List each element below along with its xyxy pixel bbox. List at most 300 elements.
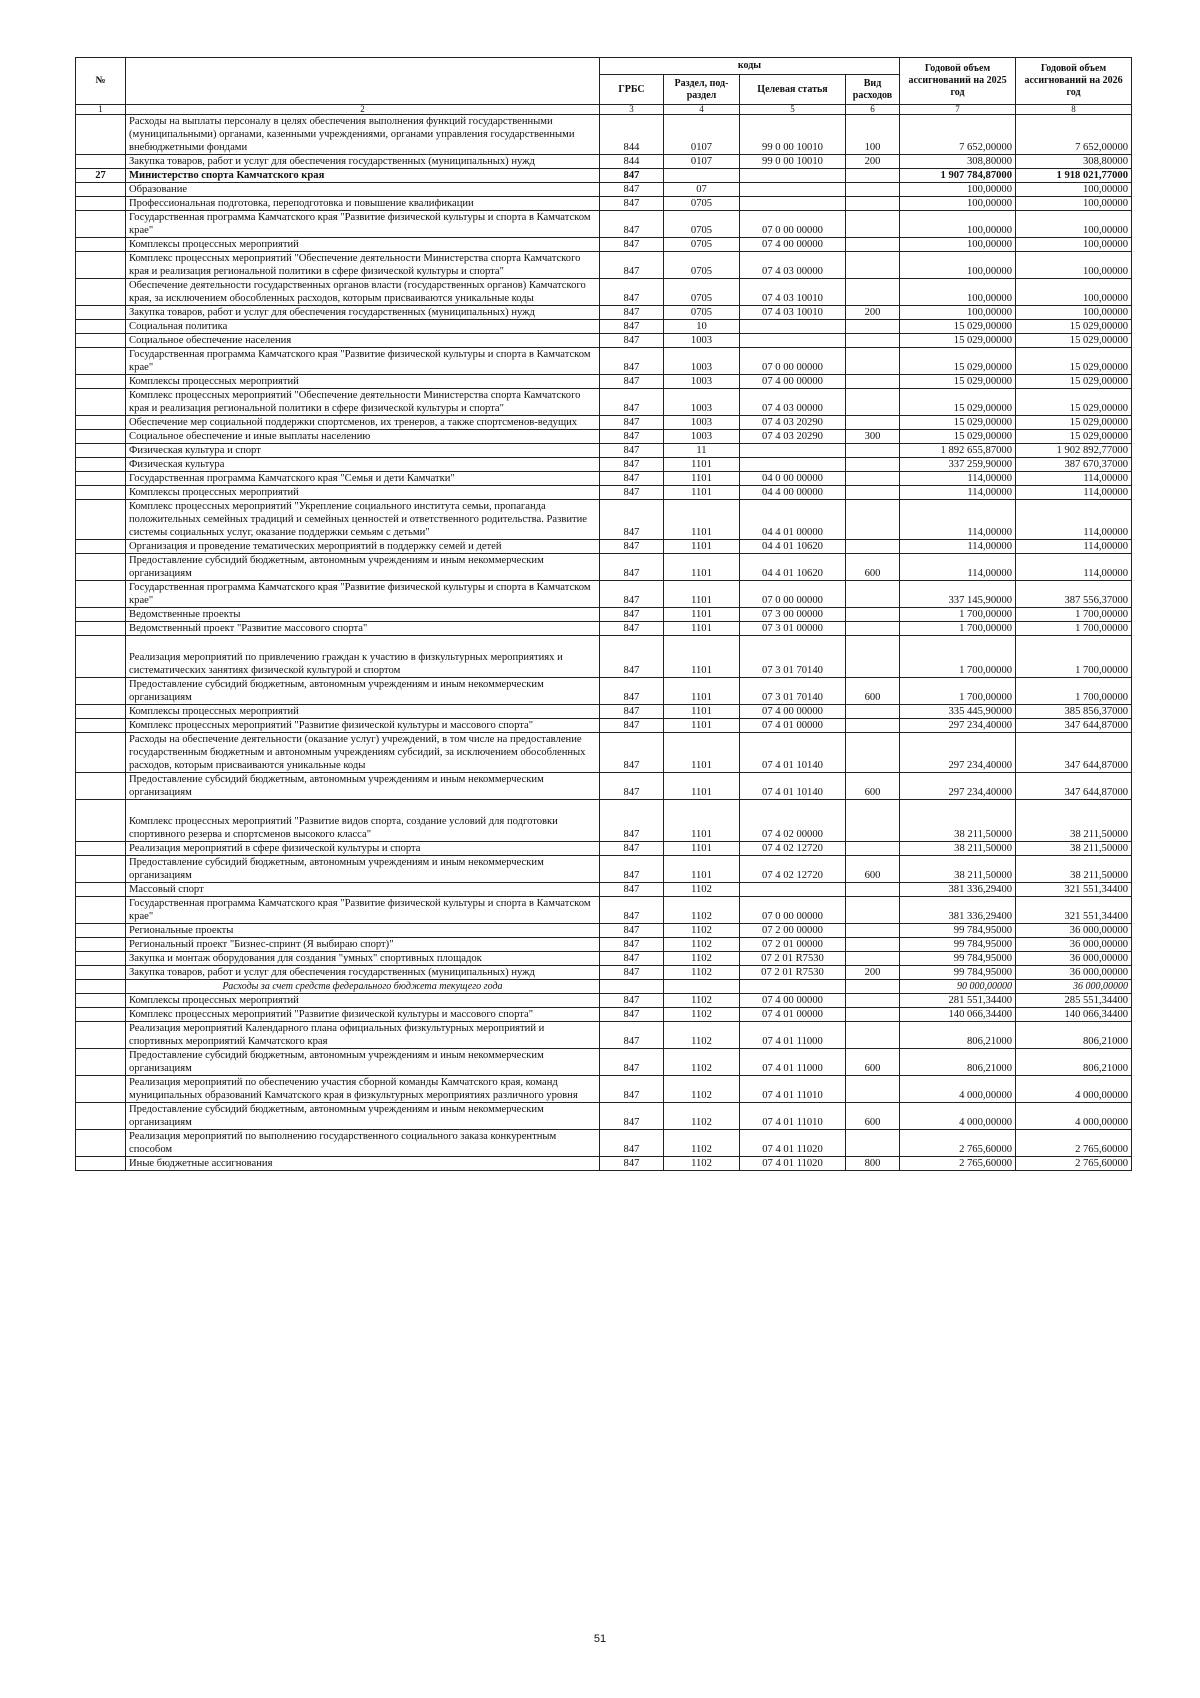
row-expense-type <box>846 252 900 279</box>
table-row <box>76 197 1132 211</box>
row-article: 07 4 01 11010 <box>740 1076 846 1103</box>
row-expense-type <box>846 719 900 733</box>
row-article: 07 0 00 00000 <box>740 581 846 608</box>
row-article: 07 0 00 00000 <box>740 897 846 924</box>
row-number <box>76 348 126 375</box>
row-section: 0705 <box>664 306 740 320</box>
row-article: 07 4 02 12720 <box>740 856 846 883</box>
row-allocation-2025: 100,00000 <box>900 238 1016 252</box>
table-row <box>76 636 1132 678</box>
row-allocation-2026: 321 551,34400 <box>1016 883 1132 897</box>
row-number <box>76 800 126 842</box>
row-expense-type <box>846 169 900 183</box>
row-name: Иные бюджетные ассигнования <box>126 1157 600 1171</box>
row-number <box>76 966 126 980</box>
row-name: Комплексы процессных мероприятий <box>126 705 600 719</box>
row-number <box>76 1103 126 1130</box>
row-expense-type: 200 <box>846 155 900 169</box>
row-number <box>76 430 126 444</box>
row-grbs: 847 <box>600 430 664 444</box>
table-row <box>76 348 1132 375</box>
row-article: 07 0 00 00000 <box>740 211 846 238</box>
row-allocation-2025: 100,00000 <box>900 183 1016 197</box>
row-article: 07 4 02 00000 <box>740 800 846 842</box>
row-allocation-2025: 335 445,90000 <box>900 705 1016 719</box>
table-row <box>76 622 1132 636</box>
row-allocation-2025: 99 784,95000 <box>900 924 1016 938</box>
row-name: Предоставление субсидий бюджетным, автономным учреждениям и иным некоммерческим организациям <box>126 554 600 581</box>
row-number <box>76 197 126 211</box>
row-grbs: 847 <box>600 334 664 348</box>
table-row <box>76 1130 1132 1157</box>
header-allocation-2025: Годовой объем ассигнований на 2025 год <box>900 58 1016 105</box>
row-number <box>76 1130 126 1157</box>
row-number <box>76 856 126 883</box>
row-allocation-2026: 1 700,00000 <box>1016 622 1132 636</box>
row-allocation-2026: 38 211,50000 <box>1016 856 1132 883</box>
row-allocation-2025: 100,00000 <box>900 211 1016 238</box>
row-article <box>740 183 846 197</box>
row-article: 07 4 01 00000 <box>740 719 846 733</box>
row-allocation-2026: 100,00000 <box>1016 183 1132 197</box>
row-section: 1102 <box>664 1076 740 1103</box>
row-allocation-2026: 15 029,00000 <box>1016 389 1132 416</box>
row-name: Предоставление субсидий бюджетным, автономным учреждениям и иным некоммерческим организациям <box>126 678 600 705</box>
row-name: Комплекс процессных мероприятий "Укрепление социального института семьи, пропаганда положительных семейных традиций и семейных ценностей и ответственного родительства. Развитие системы социальных услуг, оказание поддержки семьям с детьми" <box>126 500 600 540</box>
row-section: 1101 <box>664 581 740 608</box>
row-section: 1101 <box>664 500 740 540</box>
row-section: 07 <box>664 183 740 197</box>
row-name: Образование <box>126 183 600 197</box>
row-grbs: 847 <box>600 938 664 952</box>
row-allocation-2025: 100,00000 <box>900 279 1016 306</box>
row-section: 10 <box>664 320 740 334</box>
row-number <box>76 306 126 320</box>
row-section: 1102 <box>664 938 740 952</box>
row-number <box>76 897 126 924</box>
row-expense-type: 600 <box>846 1049 900 1076</box>
row-grbs: 847 <box>600 800 664 842</box>
row-grbs: 847 <box>600 1076 664 1103</box>
row-allocation-2026: 15 029,00000 <box>1016 348 1132 375</box>
row-allocation-2026: 4 000,00000 <box>1016 1076 1132 1103</box>
row-allocation-2025: 114,00000 <box>900 540 1016 554</box>
row-allocation-2026: 806,21000 <box>1016 1022 1132 1049</box>
table-row <box>76 842 1132 856</box>
row-name: Закупка товаров, работ и услуг для обеспечения государственных (муниципальных) нужд <box>126 966 600 980</box>
row-expense-type <box>846 994 900 1008</box>
row-article <box>740 980 846 994</box>
row-allocation-2025: 297 234,40000 <box>900 773 1016 800</box>
row-allocation-2026: 36 000,00000 <box>1016 952 1132 966</box>
row-grbs: 847 <box>600 458 664 472</box>
row-number <box>76 375 126 389</box>
table-row <box>76 486 1132 500</box>
row-grbs: 847 <box>600 279 664 306</box>
row-section: 0705 <box>664 238 740 252</box>
row-number <box>76 238 126 252</box>
table-row <box>76 733 1132 773</box>
row-allocation-2025: 99 784,95000 <box>900 938 1016 952</box>
row-allocation-2026: 806,21000 <box>1016 1049 1132 1076</box>
row-number <box>76 980 126 994</box>
row-expense-type: 200 <box>846 966 900 980</box>
row-section: 1003 <box>664 375 740 389</box>
row-grbs: 847 <box>600 320 664 334</box>
table-row <box>76 169 1132 183</box>
row-allocation-2025: 297 234,40000 <box>900 733 1016 773</box>
row-allocation-2026: 285 551,34400 <box>1016 994 1132 1008</box>
row-section: 1102 <box>664 897 740 924</box>
row-expense-type <box>846 622 900 636</box>
table-row <box>76 500 1132 540</box>
row-section: 1003 <box>664 389 740 416</box>
table-row <box>76 430 1132 444</box>
row-name: Закупка и монтаж оборудования для создания "умных" спортивных площадок <box>126 952 600 966</box>
row-number <box>76 994 126 1008</box>
row-section: 1101 <box>664 636 740 678</box>
row-section: 1101 <box>664 678 740 705</box>
row-allocation-2026: 100,00000 <box>1016 211 1132 238</box>
row-expense-type: 600 <box>846 678 900 705</box>
row-expense-type: 600 <box>846 773 900 800</box>
row-allocation-2025: 1 700,00000 <box>900 622 1016 636</box>
row-number <box>76 115 126 155</box>
table-row <box>76 211 1132 238</box>
header-allocation-2026: Годовой объем ассигнований на 2026 год <box>1016 58 1132 105</box>
row-article: 07 4 01 11020 <box>740 1157 846 1171</box>
row-article: 07 3 01 70140 <box>740 636 846 678</box>
row-allocation-2025: 90 000,00000 <box>900 980 1016 994</box>
row-article: 07 3 01 70140 <box>740 678 846 705</box>
row-section: 0107 <box>664 115 740 155</box>
row-article: 07 4 01 00000 <box>740 1008 846 1022</box>
row-name: Государственная программа Камчатского края "Семья и дети Камчатки" <box>126 472 600 486</box>
row-section: 0705 <box>664 197 740 211</box>
row-grbs: 847 <box>600 883 664 897</box>
row-name: Государственная программа Камчатского края "Развитие физической культуры и спорта в Камчатском крае" <box>126 897 600 924</box>
row-article: 07 3 00 00000 <box>740 608 846 622</box>
row-expense-type <box>846 211 900 238</box>
row-grbs: 847 <box>600 444 664 458</box>
row-allocation-2025: 100,00000 <box>900 197 1016 211</box>
row-number <box>76 608 126 622</box>
row-expense-type <box>846 705 900 719</box>
row-number <box>76 1049 126 1076</box>
table-row <box>76 306 1132 320</box>
row-expense-type <box>846 444 900 458</box>
row-name: Государственная программа Камчатского края "Развитие физической культуры и спорта в Камчатском крае" <box>126 581 600 608</box>
row-number <box>76 252 126 279</box>
row-name: Комплексы процессных мероприятий <box>126 238 600 252</box>
row-allocation-2025: 38 211,50000 <box>900 856 1016 883</box>
row-grbs: 847 <box>600 211 664 238</box>
table-row <box>76 966 1132 980</box>
row-article: 07 0 00 00000 <box>740 348 846 375</box>
table-row <box>76 389 1132 416</box>
row-name: Реализация мероприятий в сфере физической культуры и спорта <box>126 842 600 856</box>
row-section: 1101 <box>664 842 740 856</box>
column-number: 6 <box>846 105 900 115</box>
row-grbs: 847 <box>600 622 664 636</box>
table-row <box>76 1022 1132 1049</box>
row-allocation-2026: 1 700,00000 <box>1016 608 1132 622</box>
table-row <box>76 554 1132 581</box>
table-row <box>76 1008 1132 1022</box>
row-name: Комплекс процессных мероприятий "Обеспечение деятельности Министерства спорта Камчатского края и реализация региональной политики в сфере физической культуры и спорта" <box>126 389 600 416</box>
table-row <box>76 155 1132 169</box>
row-number <box>76 1157 126 1171</box>
row-grbs: 847 <box>600 952 664 966</box>
column-number: 8 <box>1016 105 1132 115</box>
row-allocation-2026: 387 556,37000 <box>1016 581 1132 608</box>
table-row <box>76 678 1132 705</box>
row-grbs: 844 <box>600 115 664 155</box>
row-article <box>740 169 846 183</box>
row-name: Реализация мероприятий Календарного плана официальных физкультурных мероприятий и спортивных мероприятий Камчатского края <box>126 1022 600 1049</box>
row-grbs: 847 <box>600 416 664 430</box>
row-section: 1102 <box>664 1103 740 1130</box>
row-article <box>740 320 846 334</box>
row-grbs: 847 <box>600 348 664 375</box>
row-number <box>76 458 126 472</box>
row-section: 1101 <box>664 800 740 842</box>
row-grbs: 847 <box>600 719 664 733</box>
row-number <box>76 938 126 952</box>
row-article: 07 4 01 10140 <box>740 773 846 800</box>
row-expense-type <box>846 883 900 897</box>
row-grbs: 844 <box>600 155 664 169</box>
row-section: 1101 <box>664 472 740 486</box>
row-number <box>76 636 126 678</box>
row-allocation-2026: 2 765,60000 <box>1016 1130 1132 1157</box>
row-grbs: 847 <box>600 1103 664 1130</box>
row-name: Закупка товаров, работ и услуг для обеспечения государственных (муниципальных) нужд <box>126 155 600 169</box>
row-section: 1101 <box>664 486 740 500</box>
row-article <box>740 197 846 211</box>
row-article: 07 4 00 00000 <box>740 238 846 252</box>
row-allocation-2026: 308,80000 <box>1016 155 1132 169</box>
row-section: 0705 <box>664 211 740 238</box>
row-grbs: 847 <box>600 994 664 1008</box>
row-allocation-2026: 114,00000 <box>1016 540 1132 554</box>
row-expense-type <box>846 952 900 966</box>
row-allocation-2025: 4 000,00000 <box>900 1103 1016 1130</box>
row-allocation-2026: 36 000,00000 <box>1016 966 1132 980</box>
header-article: Целевая статья <box>740 75 846 105</box>
row-name: Комплекс процессных мероприятий "Развитие физической культуры и массового спорта" <box>126 1008 600 1022</box>
table-row <box>76 994 1132 1008</box>
row-name: Ведомственные проекты <box>126 608 600 622</box>
row-allocation-2025: 100,00000 <box>900 252 1016 279</box>
row-name: Массовый спорт <box>126 883 600 897</box>
table-row <box>76 719 1132 733</box>
row-section <box>664 980 740 994</box>
row-article: 07 4 00 00000 <box>740 994 846 1008</box>
row-article: 07 4 03 20290 <box>740 416 846 430</box>
row-grbs: 847 <box>600 554 664 581</box>
row-allocation-2025: 381 336,29400 <box>900 897 1016 924</box>
row-name: Расходы на обеспечение деятельности (оказание услуг) учреждений, в том числе на предоставление государственным бюджетным и автономным учреждениям субсидий, за исключением обособленных расходов, которым присваиваются уникальные коды <box>126 733 600 773</box>
row-article <box>740 334 846 348</box>
row-section: 1101 <box>664 554 740 581</box>
row-allocation-2026: 36 000,00000 <box>1016 924 1132 938</box>
row-allocation-2025: 15 029,00000 <box>900 430 1016 444</box>
row-article <box>740 883 846 897</box>
column-number: 1 <box>76 105 126 115</box>
row-expense-type: 100 <box>846 115 900 155</box>
row-section: 11 <box>664 444 740 458</box>
row-grbs: 847 <box>600 472 664 486</box>
row-section: 1102 <box>664 1008 740 1022</box>
row-name: Региональный проект "Бизнес-спринт (Я выбираю спорт)" <box>126 938 600 952</box>
row-name: Реализация мероприятий по привлечению граждан к участию в физкультурных мероприятиях и систематических занятиях физической культурой и спортом <box>126 636 600 678</box>
row-name: Ведомственный проект "Развитие массового спорта" <box>126 622 600 636</box>
row-allocation-2026: 1 918 021,77000 <box>1016 169 1132 183</box>
table-row <box>76 952 1132 966</box>
row-article: 04 4 00 00000 <box>740 486 846 500</box>
row-section: 0705 <box>664 252 740 279</box>
row-grbs: 847 <box>600 1049 664 1076</box>
row-allocation-2026: 38 211,50000 <box>1016 800 1132 842</box>
row-allocation-2025: 15 029,00000 <box>900 416 1016 430</box>
table-row <box>76 1103 1132 1130</box>
table-header <box>76 58 1132 115</box>
row-section: 0705 <box>664 279 740 306</box>
row-allocation-2026: 15 029,00000 <box>1016 320 1132 334</box>
table-row <box>76 924 1132 938</box>
row-expense-type <box>846 458 900 472</box>
row-expense-type <box>846 416 900 430</box>
row-grbs: 847 <box>600 1008 664 1022</box>
row-allocation-2025: 15 029,00000 <box>900 348 1016 375</box>
row-name: Физическая культура и спорт <box>126 444 600 458</box>
row-allocation-2025: 15 029,00000 <box>900 375 1016 389</box>
row-expense-type <box>846 581 900 608</box>
row-allocation-2025: 114,00000 <box>900 554 1016 581</box>
row-grbs: 847 <box>600 581 664 608</box>
row-allocation-2026: 100,00000 <box>1016 306 1132 320</box>
column-number: 7 <box>900 105 1016 115</box>
row-section: 1102 <box>664 994 740 1008</box>
row-expense-type <box>846 1076 900 1103</box>
row-grbs: 847 <box>600 375 664 389</box>
row-article: 07 3 01 00000 <box>740 622 846 636</box>
row-allocation-2025: 337 145,90000 <box>900 581 1016 608</box>
row-grbs: 847 <box>600 678 664 705</box>
row-number <box>76 540 126 554</box>
row-section: 1101 <box>664 608 740 622</box>
row-grbs: 847 <box>600 183 664 197</box>
row-expense-type <box>846 980 900 994</box>
row-expense-type: 600 <box>846 856 900 883</box>
row-allocation-2025: 38 211,50000 <box>900 842 1016 856</box>
row-article: 07 2 01 R7530 <box>740 966 846 980</box>
row-section: 1003 <box>664 334 740 348</box>
column-number: 2 <box>126 105 600 115</box>
table-row <box>76 883 1132 897</box>
row-number: 27 <box>76 169 126 183</box>
row-article: 04 4 01 00000 <box>740 500 846 540</box>
row-allocation-2026: 114,00000 <box>1016 486 1132 500</box>
row-allocation-2026: 1 700,00000 <box>1016 636 1132 678</box>
row-grbs: 847 <box>600 705 664 719</box>
row-article: 07 4 00 00000 <box>740 375 846 389</box>
row-name: Предоставление субсидий бюджетным, автономным учреждениям и иным некоммерческим организациям <box>126 773 600 800</box>
table-row <box>76 1076 1132 1103</box>
row-section: 1102 <box>664 883 740 897</box>
row-allocation-2026: 4 000,00000 <box>1016 1103 1132 1130</box>
row-article: 99 0 00 10010 <box>740 155 846 169</box>
row-allocation-2026: 385 856,37000 <box>1016 705 1132 719</box>
row-section: 1003 <box>664 430 740 444</box>
row-allocation-2026: 1 700,00000 <box>1016 678 1132 705</box>
row-allocation-2026: 36 000,00000 <box>1016 938 1132 952</box>
row-expense-type <box>846 924 900 938</box>
row-expense-type <box>846 486 900 500</box>
row-expense-type <box>846 1008 900 1022</box>
row-name: Региональные проекты <box>126 924 600 938</box>
row-number <box>76 678 126 705</box>
row-grbs: 847 <box>600 197 664 211</box>
row-number <box>76 183 126 197</box>
column-number-row <box>76 105 1132 115</box>
row-expense-type <box>846 238 900 252</box>
row-number <box>76 334 126 348</box>
table-row <box>76 334 1132 348</box>
table-row <box>76 800 1132 842</box>
row-number <box>76 320 126 334</box>
row-number <box>76 622 126 636</box>
row-expense-type <box>846 279 900 306</box>
table-row <box>76 472 1132 486</box>
row-section: 1102 <box>664 952 740 966</box>
row-number <box>76 883 126 897</box>
header-expense-type: Вид расходов <box>846 75 900 105</box>
row-section: 1101 <box>664 705 740 719</box>
row-grbs: 847 <box>600 252 664 279</box>
row-expense-type <box>846 197 900 211</box>
row-grbs: 847 <box>600 966 664 980</box>
row-section: 1101 <box>664 856 740 883</box>
row-number <box>76 554 126 581</box>
table-row <box>76 252 1132 279</box>
table-row <box>76 183 1132 197</box>
table-row <box>76 705 1132 719</box>
row-number <box>76 486 126 500</box>
row-allocation-2025: 281 551,34400 <box>900 994 1016 1008</box>
table-row <box>76 320 1132 334</box>
page-number: 51 <box>593 1633 607 1645</box>
table-row <box>76 938 1132 952</box>
header-grbs: ГРБС <box>600 75 664 105</box>
row-name: Реализация мероприятий по выполнению государственного социального заказа конкурентным способом <box>126 1130 600 1157</box>
row-section: 1003 <box>664 348 740 375</box>
row-allocation-2025: 114,00000 <box>900 486 1016 500</box>
row-number <box>76 155 126 169</box>
row-allocation-2025: 308,80000 <box>900 155 1016 169</box>
row-allocation-2026: 2 765,60000 <box>1016 1157 1132 1171</box>
row-allocation-2026: 114,00000 <box>1016 472 1132 486</box>
row-article: 04 4 01 10620 <box>740 540 846 554</box>
row-name: Профессиональная подготовка, переподготовка и повышение квалификации <box>126 197 600 211</box>
row-name: Обеспечение мер социальной поддержки спортсменов, их тренеров, а также спортсменов-ведущих <box>126 416 600 430</box>
row-name: Предоставление субсидий бюджетным, автономным учреждениям и иным некоммерческим организациям <box>126 1103 600 1130</box>
row-article: 07 4 01 11000 <box>740 1049 846 1076</box>
row-expense-type <box>846 938 900 952</box>
row-section: 1101 <box>664 622 740 636</box>
row-name: Комплекс процессных мероприятий "Развитие физической культуры и массового спорта" <box>126 719 600 733</box>
